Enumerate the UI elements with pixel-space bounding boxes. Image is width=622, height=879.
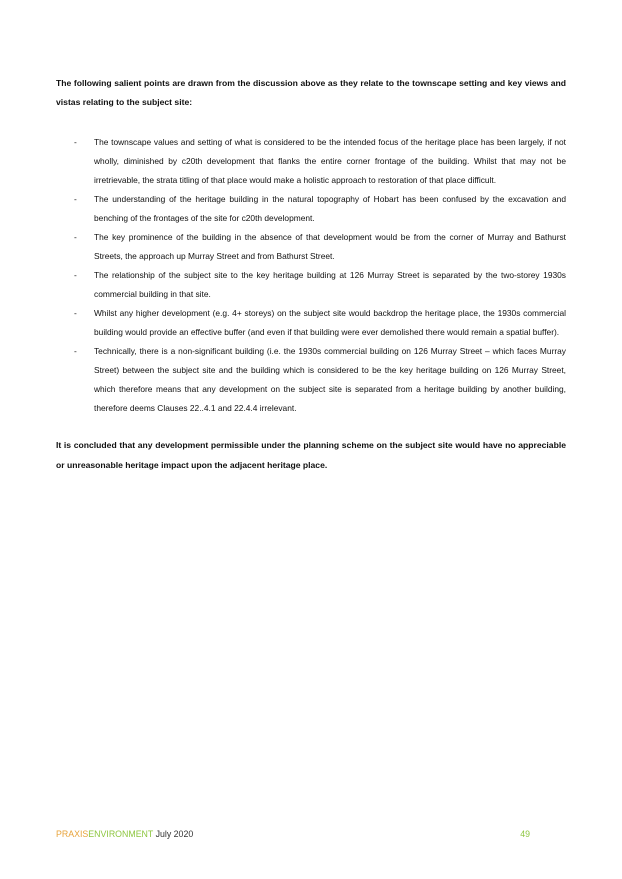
page-number: 49 xyxy=(520,829,530,839)
bullet-marker: - xyxy=(74,308,77,318)
bullet-marker: - xyxy=(74,137,77,147)
list-item-text: The key prominence of the building in the absence of that development would be from the corner of Murray and Bathurst Streets, the approach up Murray Street and from Bathurst Street. xyxy=(94,232,566,261)
bullet-marker: - xyxy=(74,346,77,356)
footer-brand-praxis: PRAXIS xyxy=(56,829,89,839)
list-item xyxy=(56,228,566,266)
conclusion-paragraph: It is concluded that any development permissible under the planning scheme on the subject site would have no appreciable or unreasonable heritage impact upon the adjacent heritage place. xyxy=(56,440,566,470)
list-item xyxy=(56,190,566,228)
page-body xyxy=(56,74,566,475)
list-item xyxy=(56,133,566,190)
footer-date: July 2020 xyxy=(153,829,194,839)
page-footer xyxy=(56,829,530,839)
list-item-text: The townscape values and setting of what is considered to be the intended focus of the heritage place has been largely, if not wholly, diminished by c20th development that flanks the entire corner frontage of the building. Whilst that may not be irretrievable, the strata titling of that place would make a holistic approach to restoration of that place difficult. xyxy=(94,137,566,185)
bullet-marker: - xyxy=(74,232,77,242)
salient-points-list xyxy=(56,133,566,418)
list-item xyxy=(56,304,566,342)
bullet-marker: - xyxy=(74,270,77,280)
list-item xyxy=(56,342,566,418)
list-item-text: Whilst any higher development (e.g. 4+ storeys) on the subject site would backdrop the heritage place, the 1930s commercial building would provide an effective buffer (and even if that building were ever demolished there would remain a spatial buffer). xyxy=(94,308,566,337)
footer-brand-environment: ENVIRONMENT xyxy=(88,829,154,839)
list-item-text: The understanding of the heritage building in the natural topography of Hobart has been confused by the excavation and benching of the frontages of the site for c20th development. xyxy=(94,194,566,223)
list-item-text: The relationship of the subject site to the key heritage building at 126 Murray Street is separated by the two-storey 1930s commercial building in that site. xyxy=(94,270,566,299)
list-item-text: Technically, there is a non-significant building (i.e. the 1930s commercial building on 126 Murray Street – which faces Murray Street) between the subject site and the building which is considered to be the key heritage building on 126 Murray Street, which therefore means that any development on the subject site is separated from a heritage building by another building, therefore deems Clauses 22..4.1 and 22.4.4 irrelevant. xyxy=(94,346,566,413)
intro-paragraph: The following salient points are drawn from the discussion above as they relate to the townscape setting and key views and vistas relating to the subject site: xyxy=(56,78,566,107)
list-item xyxy=(56,266,566,304)
bullet-marker: - xyxy=(74,194,77,204)
